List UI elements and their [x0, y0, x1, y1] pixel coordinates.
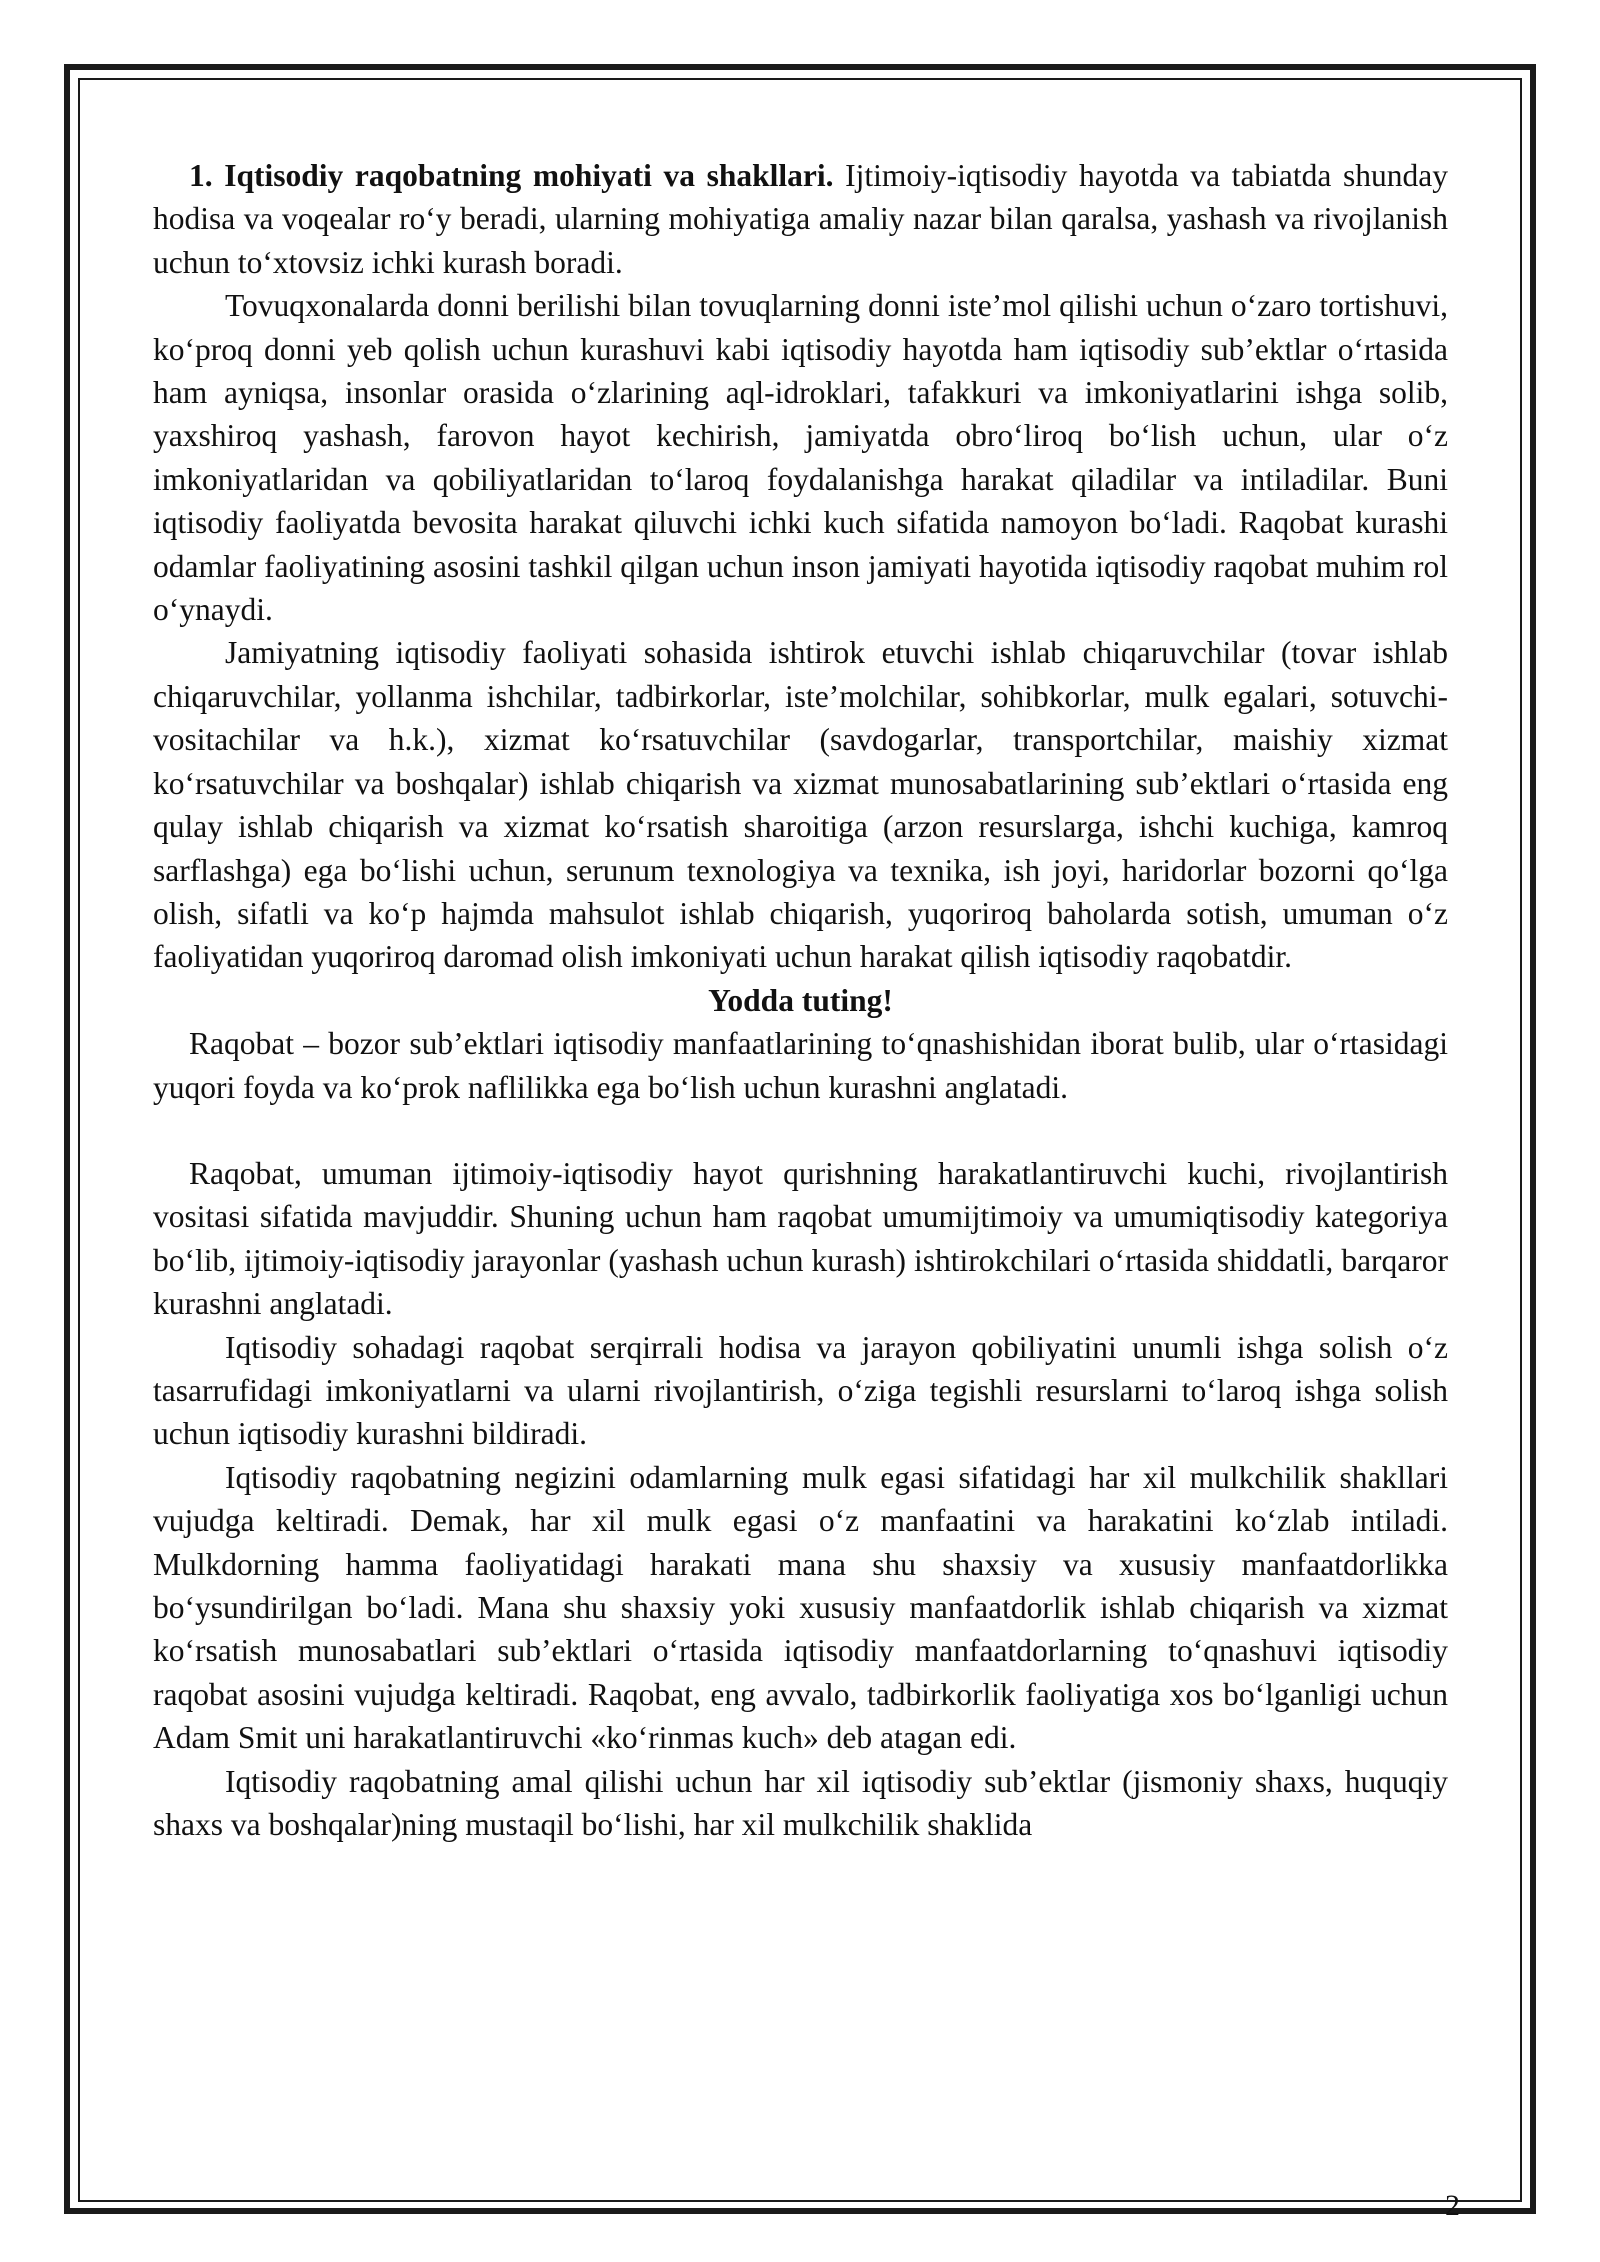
remember-text: Raqobat – bozor sub’ektlari iqtisodiy manfaatlarining to‘qnashishidan iborat bulib, ular o‘rtasidagi yuqori foyda va ko‘prok naflilikka ega bo‘lish uchun kurashni anglatadi.	[153, 1026, 1448, 1105]
spacer	[153, 1109, 1448, 1152]
remember-title: Yodda tuting!	[708, 982, 893, 1018]
paragraph: Tovuqxonalarda donni berilishi bilan tovuqlarning donni iste’mol qilishi uchun o‘zaro tortishuvi, ko‘proq donni yeb qolish uchun kurashuvi kabi iqtisodiy hayotda ham iqtisodiy sub’ektlar o‘rtasida ham ayniqsa, insonlar orasida o‘zlarining aql-idroklari, tafakkuri va imkoniyatlarini ishga solib, yaxshiroq yashash, farovon hayot kechirish, jamiyatda obro‘liroq bo‘lish uchun, ular o‘z imkoniyatlaridan va qobiliyatlaridan to‘laroq foydalanishga harakat qiladilar va intiladilar. Buni iqtisodiy faoliyatda bevosita harakat qiluvchi ichki kuch sifatida namoyon bo‘ladi. Raqobat kurashi odamlar faoliyatining asosini tashkil qilgan uchun inson jamiyati hayotida iqtisodiy raqobat muhim rol o‘ynaydi.	[153, 288, 1448, 628]
paragraph: Raqobat, umuman ijtimoiy-iqtisodiy hayot qurishning harakatlantiruvchi kuchi, rivojlantirish vositasi sifatida mavjuddir. Shuning uchun ham raqobat umumijtimoiy va umumiqtisodiy kategoriya bo‘lib, ijtimoiy-iqtisodiy jarayonlar (yashash uchun kurash) ishtirokchilari o‘rtasida shiddatli, barqaror kurashni anglatadi.	[153, 1155, 1448, 1322]
paragraph: Jamiyatning iqtisodiy faoliyati sohasida ishtirok etuvchi ishlab chiqaruvchilar (tovar ishlab chiqaruvchilar, yollanma ishchilar, tadbirkorlar, iste’molchilar, sohibkorlar, mulk egalari, sotuvchi-vositachilar va h.k.), xizmat ko‘rsatuvchilar (savdogarlar, transportchilar, maishiy xizmat ko‘rsatuvchilar va boshqalar) ishlab chiqarish va xizmat munosabatlarining sub’ektlari o‘rtasida eng qulay ishlab chiqarish va xizmat ko‘rsatish sharoitiga (arzon resurslarga, ishchi kuchiga, kamroq sarflashga) ega bo‘lishi uchun, serunum texnologiya va texnika, ish joyi, haridorlar bozorni qo‘lga olish, sifatli va ko‘p hajmda mahsulot ishlab chiqarish, yuqoriroq baholarda sotish, umuman o‘z faoliyatidan yuqoriroq daromad olish imkoniyati uchun harakat qilish iqtisodiy raqobatdir.	[153, 635, 1448, 975]
page-number: 2	[1445, 2189, 1460, 2222]
section-intro-text: Ijtimoiy-iqtisodiy hayotda va tabiatda shunday hodisa va voqealar ro‘y beradi, ularning mohiyatiga amaliy nazar bilan qaralsa, yashash va rivojlanish uchun to‘xtovsiz ichki kurash boradi.	[153, 158, 1448, 280]
paragraph: Iqtisodiy sohadagi raqobat serqirrali hodisa va jarayon qobiliyatini unumli ishga solish o‘z tasarrufidagi imkoniyatlarni va ularni rivojlantirish, o‘ziga tegishli resurslarni to‘laroq ishga solish uchun iqtisodiy kurashni bildiradi.	[153, 1329, 1448, 1452]
paragraph: Iqtisodiy raqobatning amal qilishi uchun har xil iqtisodiy sub’ektlar (jismoniy shaxs, huquqiy shaxs va boshqalar)ning mustaqil bo‘lishi, har xil mulkchilik shaklida	[153, 1763, 1448, 1843]
section-intro-paragraph	[153, 154, 1448, 284]
section-heading: 1. Iqtisodiy raqobatning mohiyati va shakllari.	[189, 158, 834, 193]
paragraph: Iqtisodiy raqobatning negizini odamlarning mulk egasi sifatidagi har xil mulkchilik shakllari vujudga keltiradi. Demak, har xil mulk egasi o‘z manfaatini va harakatini ko‘zlab intiladi. Mulkdorning hamma faoliyatidagi harakati mana shu shaxsiy va xususiy manfaatdorlikka bo‘ysundirilgan bo‘ladi. Mana shu shaxsiy yoki xususiy manfaatdorlik ishlab chiqarish va xizmat ko‘rsatish munosabatlari sub’ektlari o‘rtasida iqtisodiy manfaatdorlarning to‘qnashuvi iqtisodiy raqobat asosini vujudga keltiradi. Raqobat, eng avvalo, tadbirkorlik faoliyatiga xos bo‘lganligi uchun Adam Smit uni harakatlantiruvchi «ko‘rinmas kuch» deb atagan edi.	[153, 1459, 1448, 1756]
page-body	[153, 154, 1448, 1846]
